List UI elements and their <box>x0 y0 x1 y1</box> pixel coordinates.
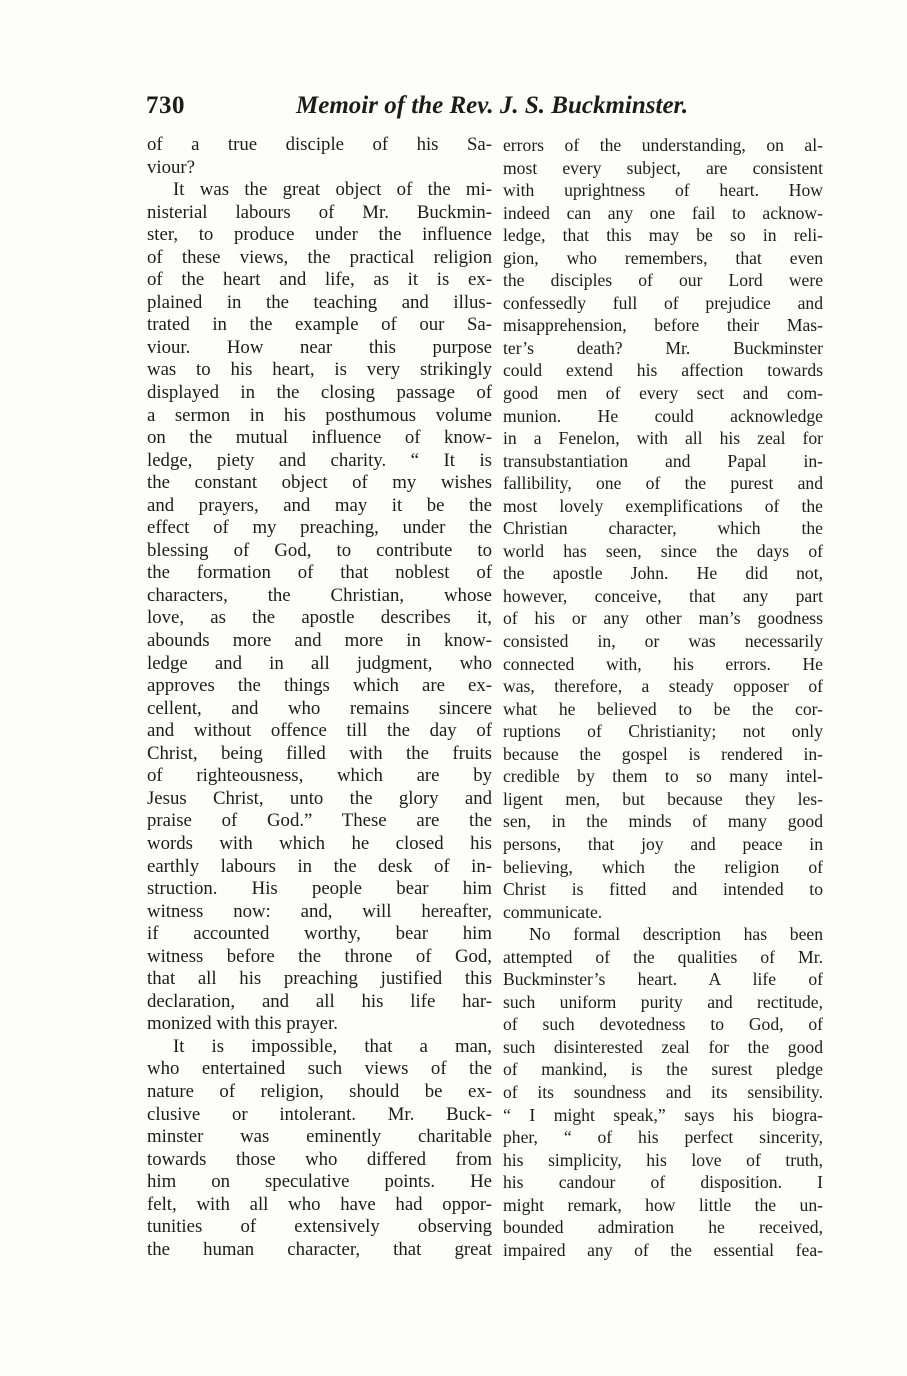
running-title: Memoir of the Rev. J. S. Buckminster. <box>296 92 689 119</box>
text-line: ruptions of Christianity; not only <box>503 721 823 742</box>
text-line: gion, who remembers, that even <box>503 247 823 268</box>
text-line: cellent, and who remains sincere <box>147 697 492 719</box>
text-line: if accounted worthy, bear him <box>147 923 492 945</box>
text-line: persons, that joy and peace in <box>503 833 823 854</box>
text-line: approves the things which are ex- <box>147 675 492 697</box>
text-line: Christian character, which the <box>503 518 823 539</box>
text-line: struction. His people bear him <box>147 878 492 900</box>
text-line: the constant object of my wishes <box>147 472 492 494</box>
text-line: words with which he closed his <box>147 832 492 854</box>
text-line: him on speculative points. He <box>147 1171 492 1193</box>
page-number: 730 <box>146 92 185 119</box>
text-line: munion. He could acknowledge <box>503 405 823 426</box>
text-line: sen, in the minds of many good <box>503 811 823 832</box>
text-line: of the heart and life, as it is ex- <box>147 269 492 291</box>
text-line: monized with this prayer. <box>147 1013 338 1035</box>
text-line: was to his heart, is very strikingly <box>147 359 492 381</box>
text-line: most lovely exemplifications of the <box>503 495 823 516</box>
text-line: world has seen, since the days of <box>503 540 823 561</box>
text-line: of such devotedness to God, of <box>503 1014 823 1035</box>
text-line: characters, the Christian, whose <box>147 584 492 606</box>
text-line: ligent men, but because they les- <box>503 788 823 809</box>
text-line: that all his preaching justified this <box>147 968 492 990</box>
text-line: who entertained such views of the <box>147 1058 492 1080</box>
text-line: of mankind, is the surest pledge <box>503 1059 823 1080</box>
text-line: ter’s death? Mr. Buckminster <box>503 337 823 358</box>
text-line: however, conceive, that any part <box>503 585 823 606</box>
text-line: towards those who differed from <box>147 1148 492 1170</box>
text-line: clusive or intolerant. Mr. Buck- <box>147 1103 492 1125</box>
text-line: minster was eminently charitable <box>147 1126 492 1148</box>
text-line: consisted in, or was necessarily <box>503 631 823 652</box>
text-line: the human character, that great <box>147 1238 492 1260</box>
text-line: the apostle John. He did not, <box>503 563 823 584</box>
text-line: errors of the understanding, on al- <box>503 135 823 155</box>
text-line: effect of my preaching, under the <box>147 517 492 539</box>
text-line: misapprehension, before their Mas- <box>503 315 823 336</box>
text-line: Christ, being filled with the fruits <box>147 742 492 764</box>
text-line: of its soundness and its sensibility. <box>503 1081 823 1102</box>
text-line: displayed in the closing passage of <box>147 382 492 404</box>
text-line: of his or any other man’s goodness <box>503 608 823 629</box>
text-line: declaration, and all his life har- <box>147 990 492 1012</box>
text-line: good men of every sect and com- <box>503 383 823 404</box>
text-line: plained in the teaching and illus- <box>147 291 492 313</box>
text-line: on the mutual influence of know- <box>147 427 492 449</box>
text-line: witness before the throne of God, <box>147 945 492 967</box>
text-line: Christ is fitted and intended to <box>503 879 823 900</box>
text-line: impaired any of the essential fea- <box>503 1239 823 1260</box>
text-line: trated in the example of our Sa- <box>147 314 492 336</box>
left-text-column <box>147 134 492 1261</box>
text-line: his simplicity, his love of truth, <box>503 1149 823 1170</box>
text-line: It was the great object of the mi- <box>173 179 492 201</box>
text-line: nisterial labours of Mr. Buckmin- <box>147 201 492 223</box>
text-line: No formal description has been <box>529 924 823 945</box>
text-line: It is impossible, that a man, <box>173 1035 492 1057</box>
text-line: love, as the apostle describes it, <box>147 607 492 629</box>
text-line: Jesus Christ, unto the glory and <box>147 787 492 809</box>
text-line: most every subject, are consistent <box>503 157 823 178</box>
right-text-column <box>503 134 823 1261</box>
text-line: the disciples of our Lord were <box>503 270 823 291</box>
text-line: and prayers, and may it be the <box>147 494 492 516</box>
text-line: nature of religion, should be ex- <box>147 1080 492 1102</box>
text-line: of righteousness, which are by <box>147 765 492 787</box>
text-line: viour? <box>147 156 195 178</box>
text-line: transubstantiation and Papal in- <box>503 450 823 471</box>
text-line: with uprightness of heart. How <box>503 180 823 201</box>
text-line: such uniform purity and rectitude, <box>503 991 823 1012</box>
text-line: pher, “ of his perfect sincerity, <box>503 1127 823 1148</box>
text-line: witness now: and, will hereafter, <box>147 900 492 922</box>
text-line: in a Fenelon, with all his zeal for <box>503 428 823 449</box>
text-line: of a true disciple of his Sa- <box>147 134 492 155</box>
text-line: earthly labours in the desk of in- <box>147 855 492 877</box>
text-line: his candour of disposition. I <box>503 1172 823 1193</box>
text-line: believing, which the religion of <box>503 856 823 877</box>
text-line: might remark, how little the un- <box>503 1194 823 1215</box>
text-line: of these views, the practical religion <box>147 246 492 268</box>
text-line: a sermon in his posthumous volume <box>147 404 492 426</box>
text-line: confessedly full of prejudice and <box>503 292 823 313</box>
text-line: the formation of that noblest of <box>147 562 492 584</box>
text-line: because the gospel is rendered in- <box>503 743 823 764</box>
text-line: could extend his affection towards <box>503 360 823 381</box>
text-line: credible by them to so many intel- <box>503 766 823 787</box>
text-line: what he believed to be the cor- <box>503 698 823 719</box>
text-line: bounded admiration he received, <box>503 1217 823 1238</box>
text-line: ledge, that this may be so in reli- <box>503 225 823 246</box>
text-line: felt, with all who have had oppor- <box>147 1193 492 1215</box>
text-line: Buckminster’s heart. A life of <box>503 969 823 990</box>
running-head <box>146 92 826 124</box>
text-line: tunities of extensively observing <box>147 1216 492 1238</box>
text-line: connected with, his errors. He <box>503 653 823 674</box>
text-line: indeed can any one fail to acknow- <box>503 202 823 223</box>
text-line: praise of God.” These are the <box>147 810 492 832</box>
text-line: attempted of the qualities of Mr. <box>503 946 823 967</box>
text-line: was, therefore, a steady opposer of <box>503 676 823 697</box>
text-line: such disinterested zeal for the good <box>503 1036 823 1057</box>
text-line: “ I might speak,” says his biogra- <box>503 1104 823 1125</box>
text-line: blessing of God, to contribute to <box>147 539 492 561</box>
text-line: communicate. <box>503 901 603 922</box>
text-line: fallibility, one of the purest and <box>503 473 823 494</box>
text-line: abounds more and more in know- <box>147 630 492 652</box>
text-line: ledge and in all judgment, who <box>147 652 492 674</box>
text-line: and without offence till the day of <box>147 720 492 742</box>
text-line: viour. How near this purpose <box>147 336 492 358</box>
text-line: ledge, piety and charity. “ It is <box>147 449 492 471</box>
text-line: ster, to produce under the influence <box>147 224 492 246</box>
